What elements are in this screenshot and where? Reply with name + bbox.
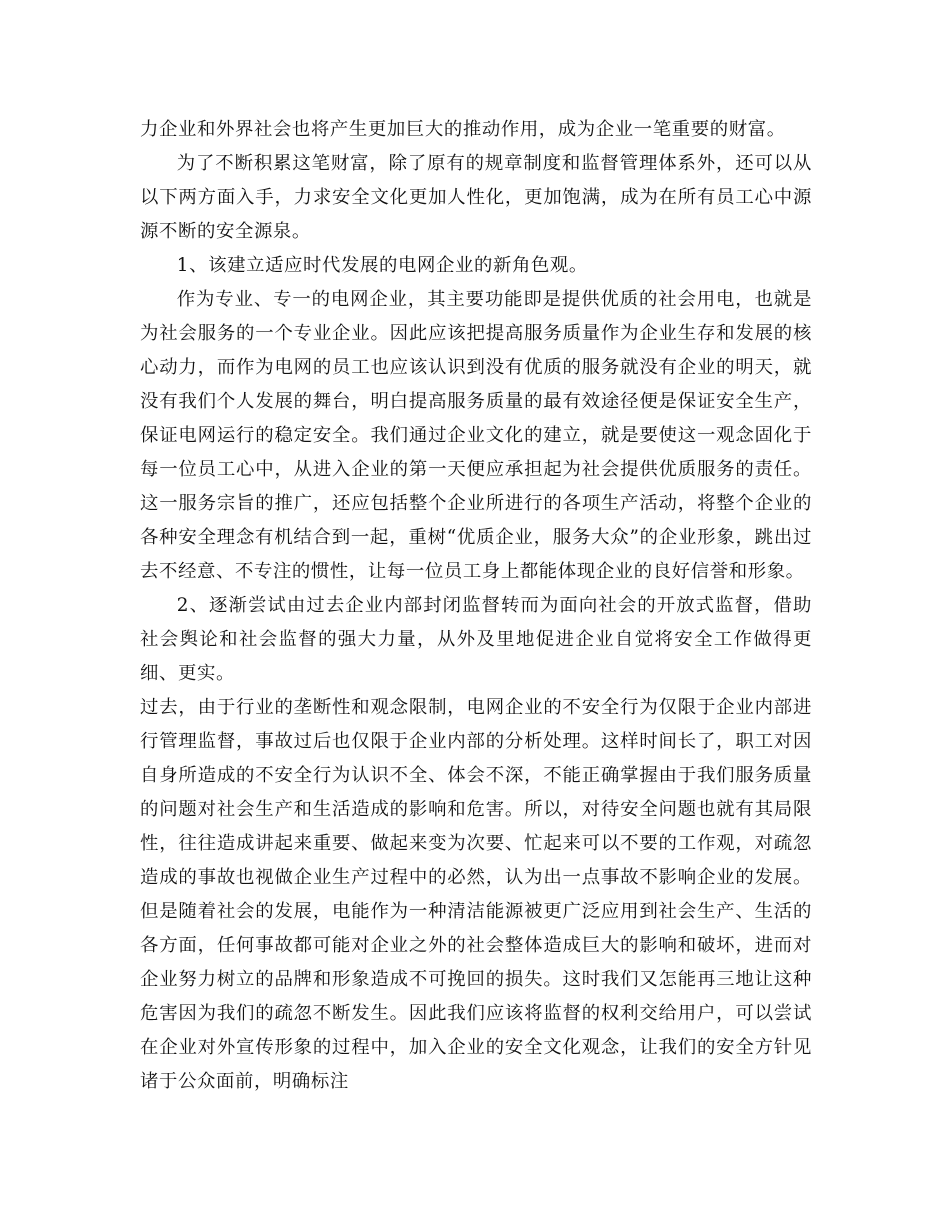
body-text — [140, 113, 812, 1099]
paragraph-intro: 为了不断积累这笔财富，除了原有的规章制度和监督管理体系外，还可以从以下两方面入手，力求安全文化更加人性化，更加饱满，成为在所有员工心中源源不断的安全源泉。 — [140, 153, 812, 242]
paragraph-continuation: 力企业和外界社会也将产生更加巨大的推动作用，成为企业一笔重要的财富。 — [140, 119, 786, 140]
paragraph-point-1-heading: 1、该建立适应时代发展的电网企业的新角色观。 — [176, 255, 588, 276]
paragraph-point-1-body: 作为专业、专一的电网企业，其主要功能即是提供优质的社会用电，也就是为社会服务的一个专业企业。因此应该把提高服务质量作为企业生存和发展的核心动力，而作为电网的员工也应该认识到没有优质的服务就没有企业的明天，就没有我们个人发展的舞台，明白提高服务质量的最有效途径便是保证安全生产，保证电网运行的稳定安全。我们通过企业文化的建立，就是要使这一观念固化于每一位员工心中，从进入企业的第一天便应承担起为社会提供优质服务的责任。这一服务宗旨的推广，还应包括整个企业所进行的各项生产活动，将整个企业的各种安全理念有机结合到一起，重树“优质企业，服务大众”的企业形象，跳出过去不经意、不专注的惯性，让每一位员工身上都能体现企业的良好信誉和形象。 — [140, 289, 812, 582]
paragraph-point-2-heading: 2、逐渐尝试由过去企业内部封闭监督转而为面向社会的开放式监督，借助社会舆论和社会监督的强大力量，从外及里地促进企业自觉将安全工作做得更细、更实。 — [140, 595, 812, 684]
paragraph-point-2-body: 过去，由于行业的垄断性和观念限制，电网企业的不安全行为仅限于企业内部进行管理监督，事故过后也仅限于企业内部的分析处理。这样时间长了，职工对因自身所造成的不安全行为认识不全、体会不深，不能正确掌握由于我们服务质量的问题对社会生产和生活造成的影响和危害。所以，对待安全问题也就有其局限性，往往造成讲起来重要、做起来变为次要、忙起来可以不要的工作观，对疏忽造成的事故也视做企业生产过程中的必然，认为出一点事故不影响企业的发展。但是随着社会的发展，电能作为一种清洁能源被更广泛应用到社会生产、生活的各方面，任何事故都可能对企业之外的社会整体造成巨大的影响和破坏，进而对企业努力树立的品牌和形象造成不可挽回的损失。这时我们又怎能再三地让这种危害因为我们的疏忽不断发生。因此我们应该将监督的权利交给用户，可以尝试在企业对外宣传形象的过程中，加入企业的安全文化观念，让我们的安全方针见诸于公众面前，明确标注 — [140, 697, 812, 1092]
